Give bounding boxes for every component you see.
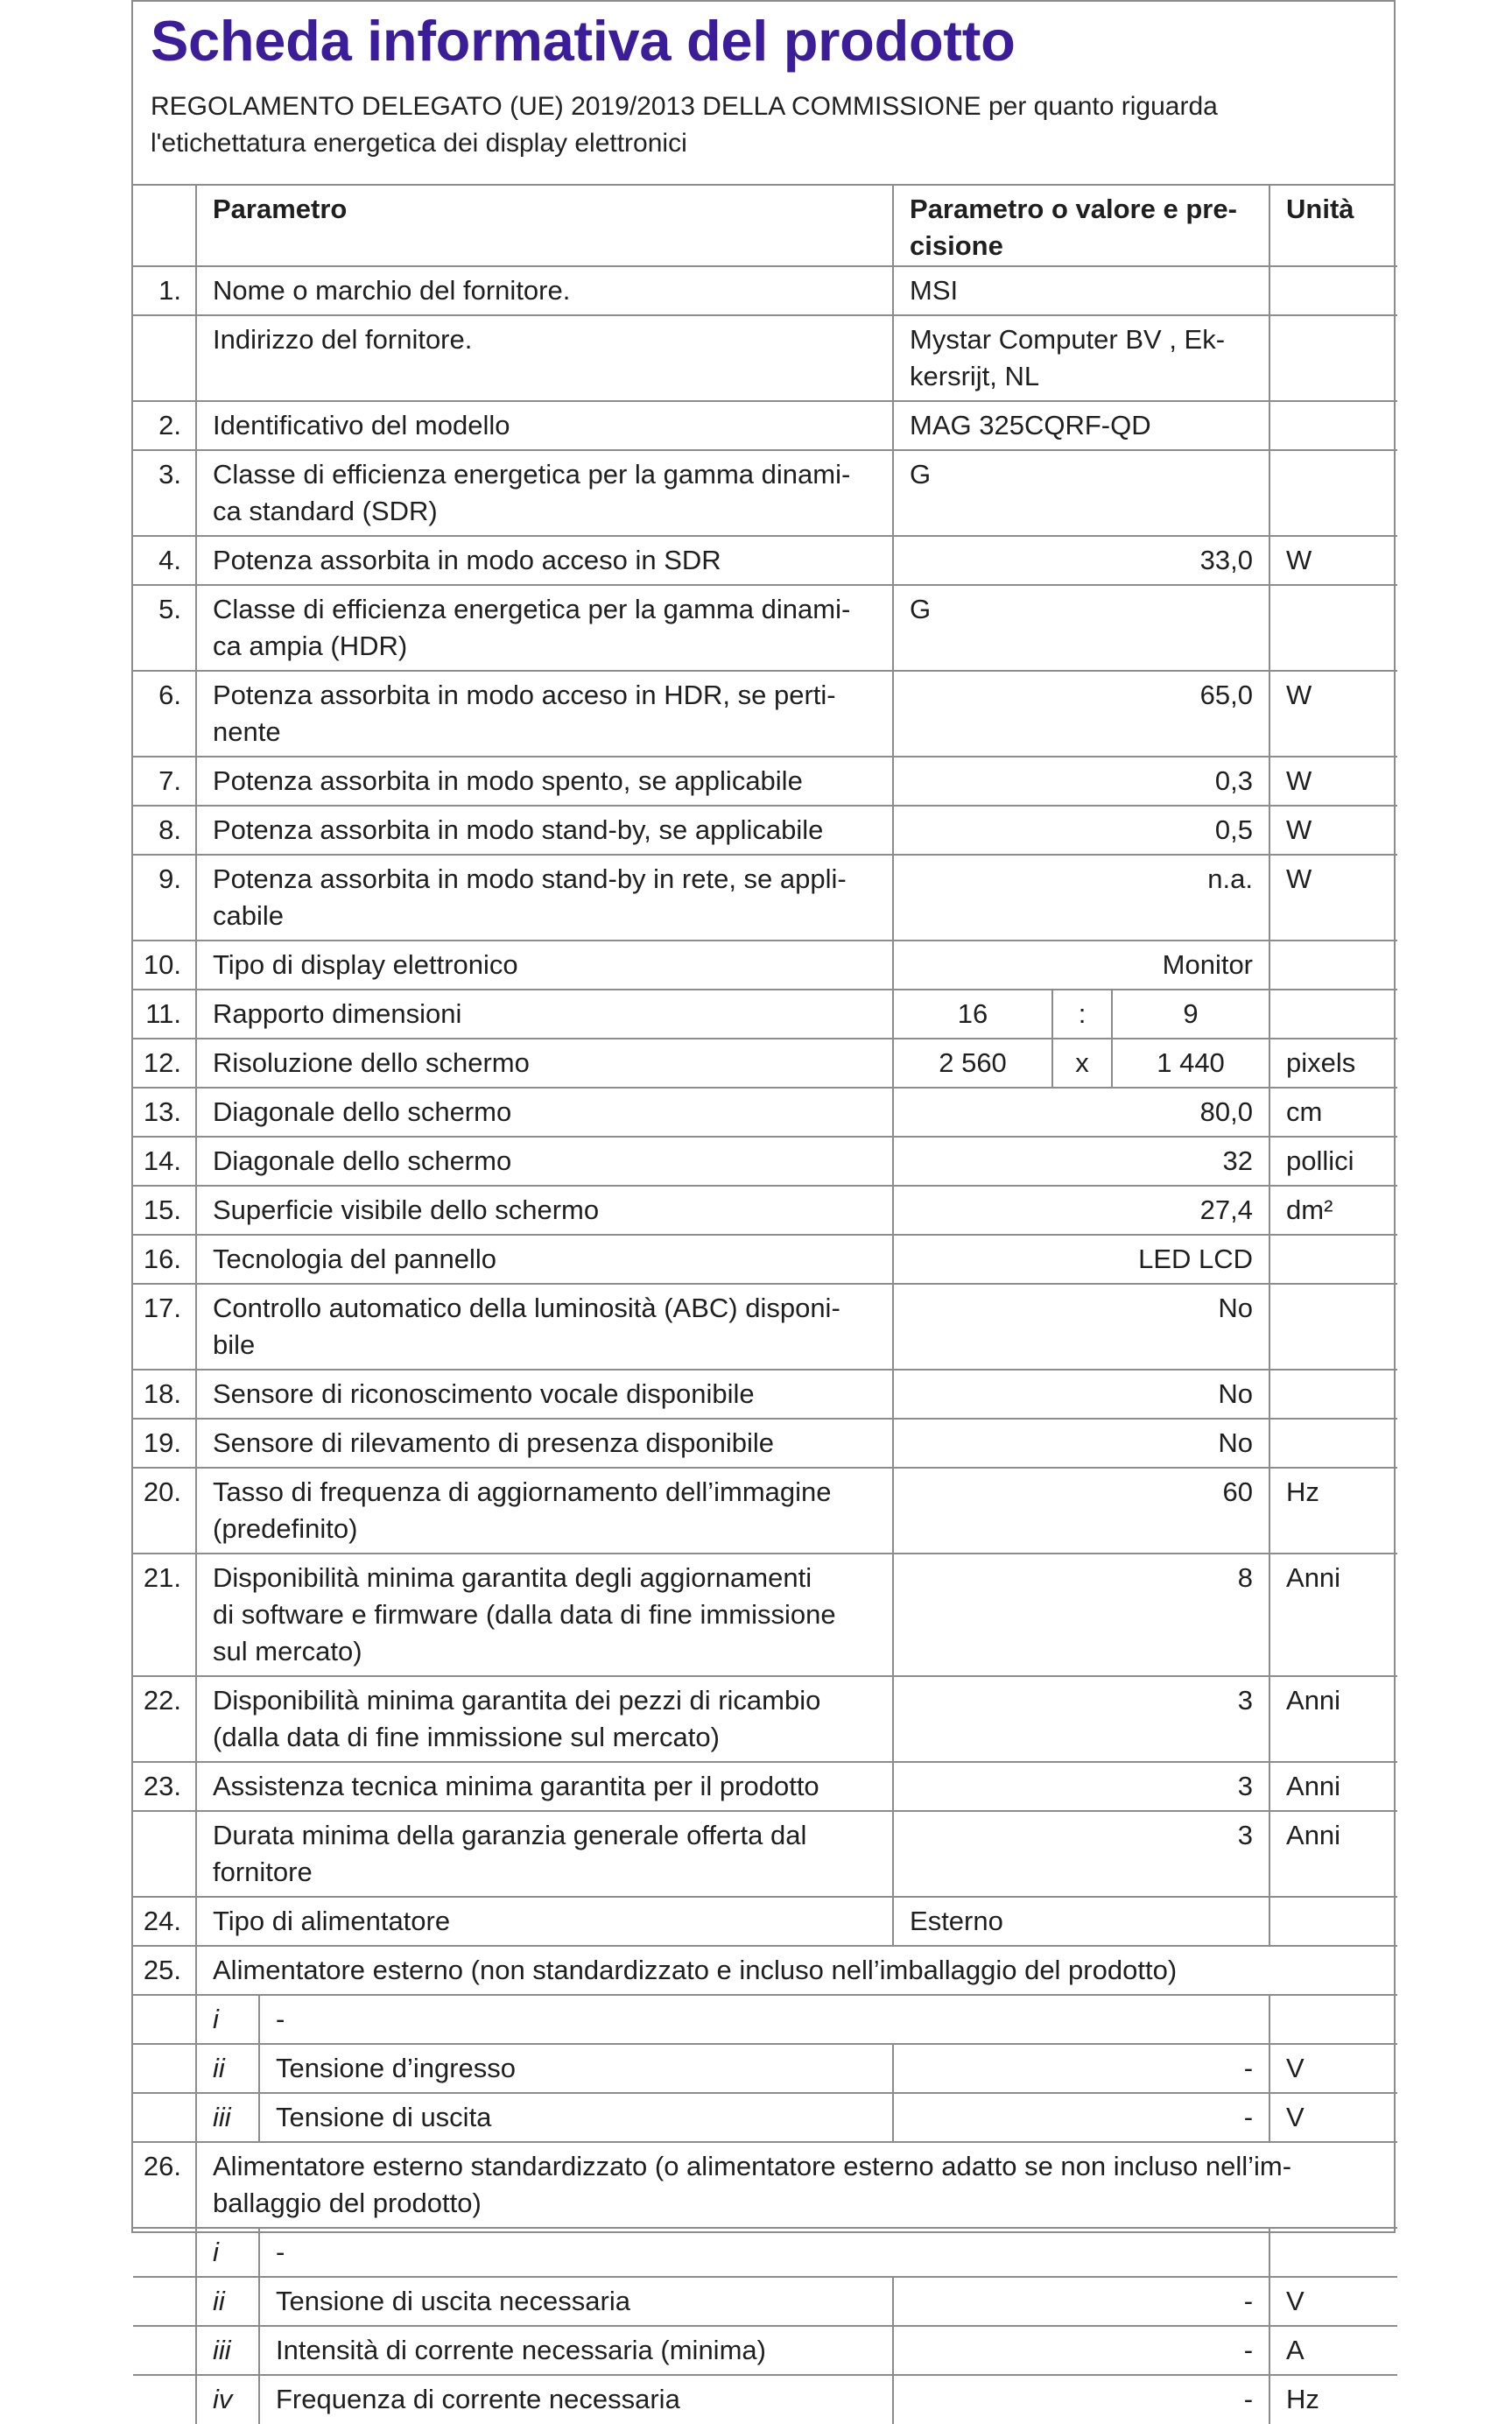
psu-heading-row — [133, 1946, 1397, 1995]
spec-table — [133, 186, 1397, 2424]
table-row — [133, 585, 1397, 671]
page-title: Scheda informativa del prodotto — [151, 9, 1016, 73]
row-parameter — [196, 1235, 893, 1284]
psu-subrow — [133, 2277, 1397, 2326]
psu-subrow-value: - — [893, 2277, 1269, 2326]
row-parameter-line: Superficie visibile dello schermo — [213, 1194, 600, 1225]
row-parameter-line: Classe di efficienza energetica per la gamma dinami- — [213, 459, 851, 490]
row-parameter-line: ca standard (SDR) — [213, 496, 438, 526]
row-unit: cm — [1269, 1088, 1397, 1137]
row-value-line: 65,0 — [1199, 680, 1254, 710]
psu-subrow-unit — [1269, 2228, 1397, 2277]
row-unit — [1269, 266, 1397, 315]
table-row — [133, 1088, 1397, 1137]
psu-subrow-label: Tensione di uscita necessaria — [259, 2277, 893, 2326]
row-number: 25. — [133, 1946, 196, 1995]
row-value — [893, 401, 1269, 450]
psu-subrow-roman: iii — [196, 2326, 259, 2375]
product-information-sheet — [131, 0, 1396, 2414]
psu-subrow — [133, 2375, 1397, 2424]
psu-subrow-value: - — [893, 2093, 1269, 2142]
row-number: 26. — [133, 2142, 196, 2228]
row-value — [893, 1419, 1269, 1468]
row-parameter — [196, 1762, 893, 1811]
column-header-unit: Unità — [1269, 186, 1397, 266]
table-row — [133, 450, 1397, 536]
row-value — [893, 1762, 1269, 1811]
psu-subrow-value: - — [893, 2044, 1269, 2093]
row-unit — [1269, 1419, 1397, 1468]
psu-subrow-roman: ii — [196, 2277, 259, 2326]
row-unit: pollici — [1269, 1137, 1397, 1186]
row-number: 19. — [133, 1419, 196, 1468]
row-unit — [1269, 1370, 1397, 1419]
column-header-value — [893, 186, 1269, 266]
sheet-header — [133, 4, 1394, 186]
row-parameter-line: Potenza assorbita in modo acceso in HDR, se perti- — [213, 680, 836, 710]
spec-table-body — [133, 186, 1397, 2424]
row-value-line: 8 — [1237, 1562, 1254, 1593]
row-unit: W — [1269, 536, 1397, 585]
row-parameter-line: (predefinito) — [213, 1513, 358, 1544]
row-value-line: 33,0 — [1199, 545, 1254, 575]
row-unit — [1269, 401, 1397, 450]
row-number: 4. — [133, 536, 196, 585]
table-row — [133, 1137, 1397, 1186]
row-unit — [1269, 585, 1397, 671]
psu-subrow-roman: iv — [196, 2375, 259, 2424]
row-parameter-line: Potenza assorbita in modo spento, se applicabile — [213, 765, 803, 796]
psu-subrow — [133, 2093, 1397, 2142]
column-header-parameter: Parametro — [196, 186, 893, 266]
row-parameter-line: Durata minima della garanzia generale offerta dal — [213, 1820, 807, 1850]
psu-heading — [196, 1946, 1397, 1995]
psu-heading-line: Alimentatore esterno standardizzato (o alimentatore esterno adatto se non incluso nell’im- — [213, 2151, 1292, 2181]
row-parameter — [196, 990, 893, 1039]
row-value-line: 32 — [1222, 1145, 1254, 1176]
row-parameter — [196, 1137, 893, 1186]
row-value-line: No — [1218, 1427, 1254, 1458]
row-unit: W — [1269, 757, 1397, 806]
row-unit — [1269, 315, 1397, 401]
psu-subrow-roman: ii — [196, 2044, 259, 2093]
subtitle-line: REGOLAMENTO DELEGATO (UE) 2019/2013 DELLA COMMISSIONE per quanto riguarda — [151, 92, 1218, 121]
row-parameter — [196, 401, 893, 450]
row-unit: dm² — [1269, 1186, 1397, 1235]
row-value-line: 60 — [1222, 1476, 1254, 1507]
row-unit: Anni — [1269, 1554, 1397, 1676]
table-row — [133, 1419, 1397, 1468]
row-number: 21. — [133, 1554, 196, 1676]
row-parameter-line: Assistenza tecnica minima garantita per il prodotto — [213, 1771, 819, 1801]
row-parameter — [196, 757, 893, 806]
row-value-left: 16 — [893, 990, 1052, 1039]
row-parameter-line: fornitore — [213, 1857, 313, 1887]
row-value — [893, 1554, 1269, 1676]
row-number: 20. — [133, 1468, 196, 1554]
psu-subrow-label: Tensione d’ingresso — [259, 2044, 893, 2093]
table-row — [133, 1811, 1397, 1897]
table-row — [133, 1039, 1397, 1088]
regulation-subtitle — [151, 88, 1376, 162]
table-row — [133, 1897, 1397, 1946]
row-value — [893, 536, 1269, 585]
row-parameter-line: cabile — [213, 900, 284, 931]
row-value-right: 1 440 — [1112, 1039, 1269, 1088]
row-number: 3. — [133, 450, 196, 536]
row-parameter — [196, 1897, 893, 1946]
row-number: 15. — [133, 1186, 196, 1235]
row-parameter-line: Potenza assorbita in modo acceso in SDR — [213, 545, 721, 575]
row-value-line: Monitor — [1162, 949, 1254, 980]
row-parameter-line: Tecnologia del pannello — [213, 1244, 497, 1274]
row-parameter-line: nente — [213, 716, 281, 747]
table-row — [133, 855, 1397, 941]
table-row — [133, 1554, 1397, 1676]
row-unit: Anni — [1269, 1676, 1397, 1762]
row-value — [893, 585, 1269, 671]
psu-subrow-label: Tensione di uscita — [259, 2093, 893, 2142]
psu-subrow-unit: V — [1269, 2093, 1397, 2142]
psu-heading — [196, 2142, 1397, 2228]
psu-subrow-unit: V — [1269, 2044, 1397, 2093]
psu-subrow-unit — [1269, 1995, 1397, 2044]
psu-subrow-label: - — [259, 2228, 1269, 2277]
row-number — [133, 315, 196, 401]
row-value-left: 2 560 — [893, 1039, 1052, 1088]
row-parameter-line: Rapporto dimensioni — [213, 998, 462, 1029]
row-value-line: 27,4 — [1199, 1194, 1254, 1225]
table-row — [133, 315, 1397, 401]
row-value-line: 0,3 — [1214, 765, 1254, 796]
row-value-separator: x — [1052, 1039, 1112, 1088]
table-row — [133, 757, 1397, 806]
row-parameter-line: ca ampia (HDR) — [213, 631, 408, 661]
row-number: 5. — [133, 585, 196, 671]
column-header-value-line: cisione — [910, 230, 1003, 261]
table-row — [133, 1468, 1397, 1554]
row-value — [893, 1235, 1269, 1284]
row-unit — [1269, 1284, 1397, 1370]
row-value-line: G — [910, 459, 932, 490]
psu-subrow-unit: Hz — [1269, 2375, 1397, 2424]
row-unit: pixels — [1269, 1039, 1397, 1088]
row-parameter-line: Risoluzione dello schermo — [213, 1047, 530, 1078]
psu-subrow-label: Frequenza di corrente necessaria — [259, 2375, 893, 2424]
row-parameter-line: Classe di efficienza energetica per la gamma dinami- — [213, 594, 851, 624]
row-unit — [1269, 1897, 1397, 1946]
row-value — [893, 450, 1269, 536]
table-header-row — [133, 186, 1397, 266]
row-value — [893, 855, 1269, 941]
row-parameter-line: Identificativo del modello — [213, 410, 510, 440]
row-unit: Anni — [1269, 1811, 1397, 1897]
row-parameter — [196, 315, 893, 401]
row-unit: W — [1269, 855, 1397, 941]
row-parameter — [196, 585, 893, 671]
psu-subrow — [133, 1995, 1397, 2044]
row-value — [893, 315, 1269, 401]
row-parameter-line: bile — [213, 1329, 256, 1360]
row-value-line: 3 — [1237, 1685, 1254, 1716]
row-parameter — [196, 450, 893, 536]
row-number: 12. — [133, 1039, 196, 1088]
row-parameter — [196, 1468, 893, 1554]
row-unit — [1269, 1235, 1397, 1284]
row-parameter — [196, 855, 893, 941]
row-parameter-line: Controllo automatico della luminosità (ABC) disponi- — [213, 1293, 840, 1323]
row-value-right: 9 — [1112, 990, 1269, 1039]
row-value — [893, 266, 1269, 315]
psu-subrow — [133, 2228, 1397, 2277]
row-number: 18. — [133, 1370, 196, 1419]
table-row — [133, 941, 1397, 990]
row-number: 24. — [133, 1897, 196, 1946]
row-value — [893, 1676, 1269, 1762]
row-parameter-line: Potenza assorbita in modo stand-by, se applicabile — [213, 814, 824, 845]
row-parameter-line: di software e firmware (dalla data di fine immissione — [213, 1599, 836, 1630]
row-parameter-line: sul mercato) — [213, 1636, 362, 1666]
row-parameter — [196, 1284, 893, 1370]
table-row — [133, 1676, 1397, 1762]
row-value — [893, 1897, 1269, 1946]
row-unit — [1269, 941, 1397, 990]
row-value-separator: : — [1052, 990, 1112, 1039]
row-value — [893, 1186, 1269, 1235]
table-row — [133, 1186, 1397, 1235]
row-value-line: n.a. — [1207, 863, 1254, 894]
row-parameter — [196, 266, 893, 315]
table-row — [133, 1284, 1397, 1370]
row-value-line: 3 — [1237, 1820, 1254, 1850]
psu-heading-row — [133, 2142, 1397, 2228]
row-unit: Anni — [1269, 1762, 1397, 1811]
row-parameter-line: Indirizzo del fornitore. — [213, 324, 473, 355]
psu-subrow-roman: iii — [196, 2093, 259, 2142]
row-value-line: 3 — [1237, 1771, 1254, 1801]
row-parameter-line: Potenza assorbita in modo stand-by in rete, se appli- — [213, 863, 847, 894]
row-number: 1. — [133, 266, 196, 315]
row-number: 16. — [133, 1235, 196, 1284]
row-parameter — [196, 806, 893, 855]
row-parameter — [196, 1811, 893, 1897]
row-number: 10. — [133, 941, 196, 990]
row-value — [893, 1811, 1269, 1897]
psu-subrow-unit: A — [1269, 2326, 1397, 2375]
psu-subrow-unit: V — [1269, 2277, 1397, 2326]
row-value-line: 80,0 — [1199, 1096, 1254, 1127]
row-parameter-line: Disponibilità minima garantita degli aggiornamenti — [213, 1562, 812, 1593]
row-value-line: No — [1218, 1378, 1254, 1409]
table-row — [133, 671, 1397, 757]
row-parameter — [196, 1419, 893, 1468]
psu-subrow-value: - — [893, 2326, 1269, 2375]
row-value — [893, 806, 1269, 855]
row-parameter — [196, 1676, 893, 1762]
row-parameter — [196, 1186, 893, 1235]
row-value — [893, 1088, 1269, 1137]
table-row — [133, 1235, 1397, 1284]
row-parameter — [196, 671, 893, 757]
row-value-line: G — [910, 594, 932, 624]
row-parameter-line: Tasso di frequenza di aggiornamento dell’immagine — [213, 1476, 832, 1507]
row-value — [893, 1468, 1269, 1554]
psu-subrow-label: - — [259, 1995, 1269, 2044]
table-row — [133, 990, 1397, 1039]
row-value — [893, 1137, 1269, 1186]
row-parameter-line: Nome o marchio del fornitore. — [213, 275, 571, 306]
psu-subrow-value: - — [893, 2375, 1269, 2424]
row-parameter-line: Sensore di riconoscimento vocale disponibile — [213, 1378, 755, 1409]
psu-subrow-roman: i — [196, 2228, 259, 2277]
row-parameter — [196, 1370, 893, 1419]
row-number: 22. — [133, 1676, 196, 1762]
row-value-line: Esterno — [910, 1906, 1003, 1936]
psu-subrow-roman: i — [196, 1995, 259, 2044]
row-number: 11. — [133, 990, 196, 1039]
row-value-line: 0,5 — [1214, 814, 1254, 845]
table-row — [133, 401, 1397, 450]
row-value — [893, 1284, 1269, 1370]
row-value — [893, 1370, 1269, 1419]
row-number: 14. — [133, 1137, 196, 1186]
row-parameter — [196, 1088, 893, 1137]
row-value-line: MSI — [910, 275, 959, 306]
row-parameter-line: Tipo di alimentatore — [213, 1906, 451, 1936]
table-row — [133, 806, 1397, 855]
row-unit — [1269, 450, 1397, 536]
table-row — [133, 536, 1397, 585]
row-number: 6. — [133, 671, 196, 757]
row-value-line: Mystar Computer BV , Ek- — [910, 324, 1226, 355]
row-number: 2. — [133, 401, 196, 450]
table-row — [133, 266, 1397, 315]
psu-subrow-label: Intensità di corrente necessaria (minima) — [259, 2326, 893, 2375]
row-parameter-line: Diagonale dello schermo — [213, 1096, 512, 1127]
row-parameter — [196, 1554, 893, 1676]
row-parameter-line: (dalla data di fine immissione sul mercato) — [213, 1722, 720, 1752]
row-parameter — [196, 1039, 893, 1088]
row-value — [893, 671, 1269, 757]
row-unit — [1269, 990, 1397, 1039]
row-parameter-line: Diagonale dello schermo — [213, 1145, 512, 1176]
psu-subrow — [133, 2326, 1397, 2375]
row-parameter-line: Sensore di rilevamento di presenza disponibile — [213, 1427, 775, 1458]
column-header-value-line: Parametro o valore e pre- — [910, 194, 1237, 224]
table-row — [133, 1370, 1397, 1419]
row-parameter-line: Disponibilità minima garantita dei pezzi di ricambio — [213, 1685, 821, 1716]
row-value — [893, 941, 1269, 990]
psu-heading-line: ballaggio del prodotto) — [213, 2188, 482, 2218]
row-number: 17. — [133, 1284, 196, 1370]
row-number: 7. — [133, 757, 196, 806]
row-number: 23. — [133, 1762, 196, 1811]
row-value-line: kersrijt, NL — [910, 361, 1040, 391]
row-unit: W — [1269, 806, 1397, 855]
row-value-line: No — [1218, 1293, 1254, 1323]
row-value — [893, 757, 1269, 806]
row-number — [133, 1811, 196, 1897]
row-value-line: MAG 325CQRF-QD — [910, 410, 1151, 440]
row-unit: Hz — [1269, 1468, 1397, 1554]
row-number: 8. — [133, 806, 196, 855]
subtitle-line: l'etichettatura energetica dei display elettronici — [151, 129, 687, 158]
row-number: 9. — [133, 855, 196, 941]
row-parameter-line: Tipo di display elettronico — [213, 949, 518, 980]
row-parameter — [196, 941, 893, 990]
table-row — [133, 1762, 1397, 1811]
psu-subrow — [133, 2044, 1397, 2093]
row-parameter — [196, 536, 893, 585]
row-unit: W — [1269, 671, 1397, 757]
psu-heading-line: Alimentatore esterno (non standardizzato e incluso nell’imballaggio del prodotto) — [213, 1955, 1178, 1985]
row-number: 13. — [133, 1088, 196, 1137]
row-value-line: LED LCD — [1138, 1244, 1254, 1274]
